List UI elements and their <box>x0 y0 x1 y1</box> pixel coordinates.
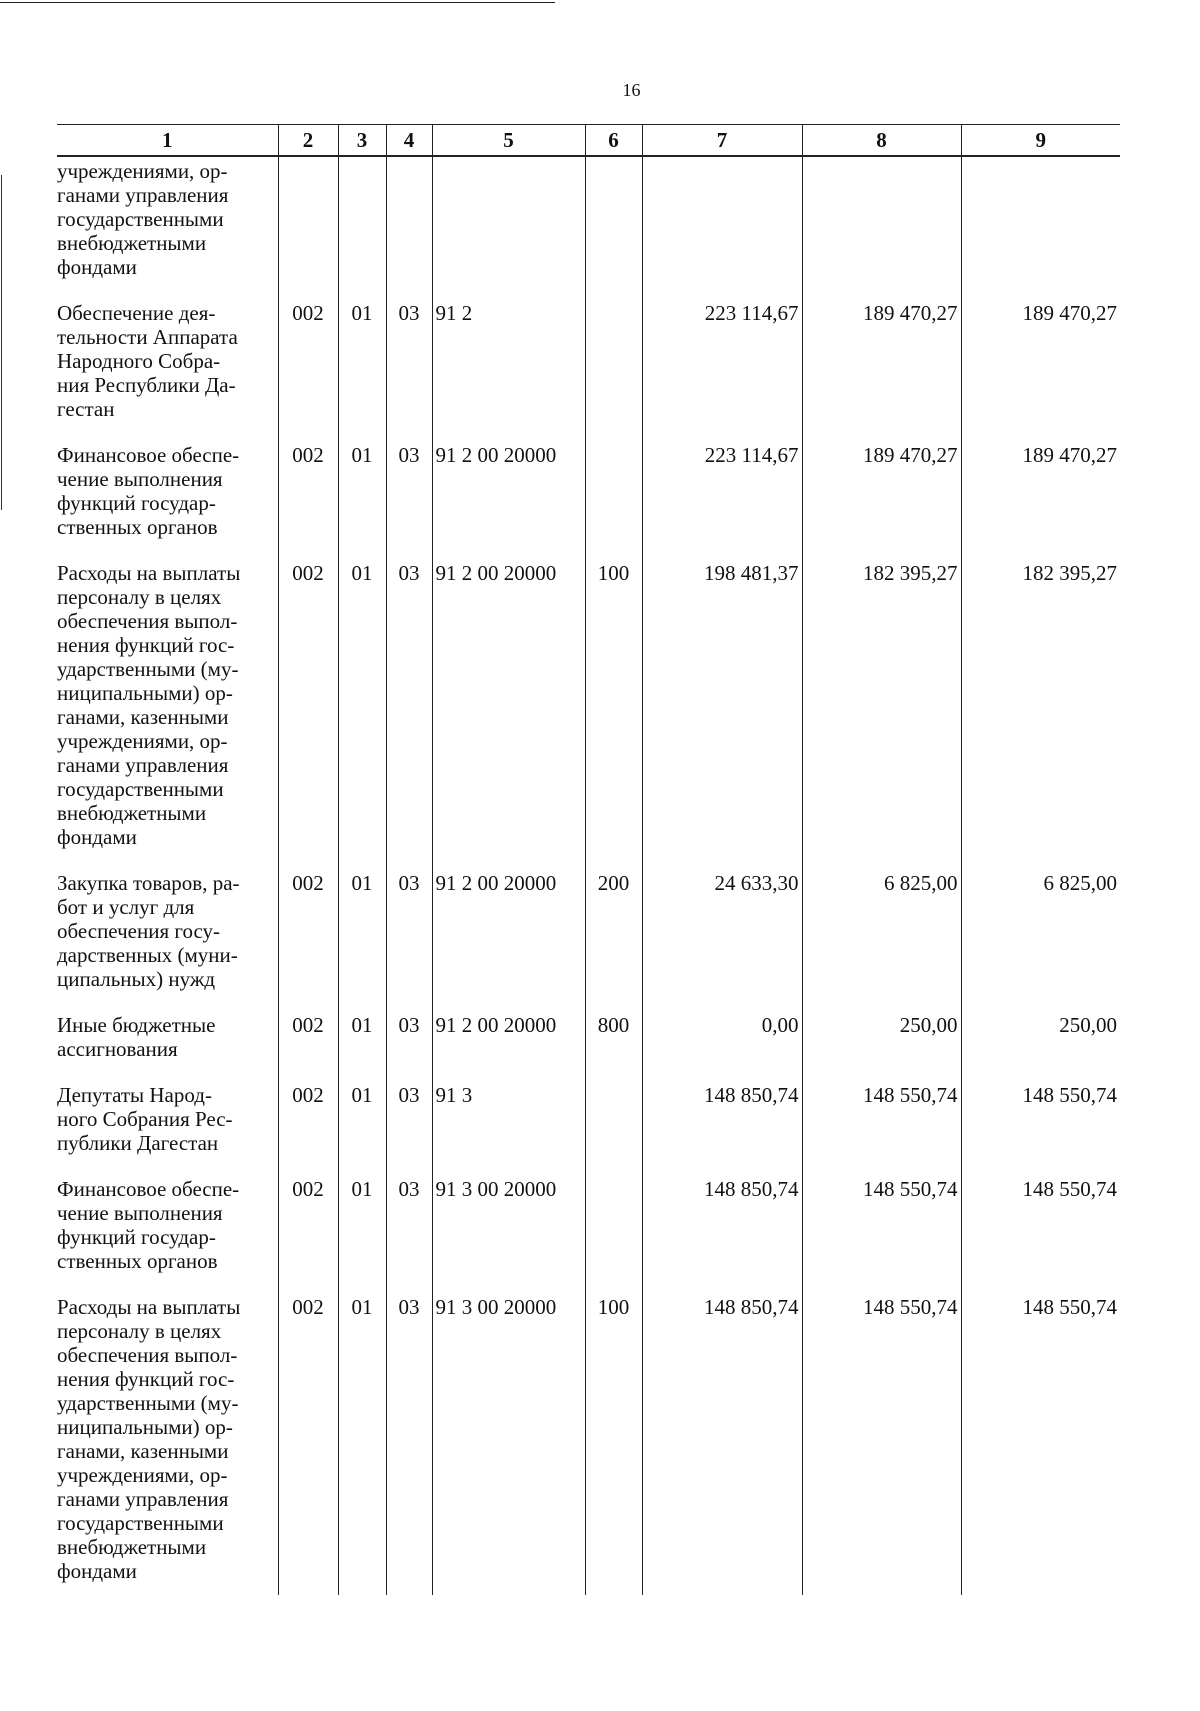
subsection-code-cell: 03 <box>386 561 432 871</box>
expense-type-cell: 100 <box>585 1295 642 1595</box>
amount-col7-cell: 148 850,74 <box>642 1177 802 1295</box>
expense-type-cell: 100 <box>585 561 642 871</box>
admin-code-cell: 002 <box>278 1013 338 1083</box>
expense-type-cell <box>585 443 642 561</box>
row-name-cell: Финансовое обеспе- чение выполнения функций государ- ственных органов <box>57 443 240 539</box>
expense-type-cell <box>585 1177 642 1295</box>
table-row <box>57 871 1120 1013</box>
amount-col8-cell: 148 550,74 <box>802 1083 961 1177</box>
expense-type-cell <box>585 1083 642 1177</box>
expense-type-cell: 200 <box>585 871 642 1013</box>
section-code-cell: 01 <box>338 1177 386 1295</box>
table-row <box>57 156 1120 301</box>
amount-col7-cell: 223 114,67 <box>642 301 802 443</box>
expense-type-cell: 800 <box>585 1013 642 1083</box>
subsection-code-cell: 03 <box>386 1013 432 1083</box>
amount-col8-cell: 250,00 <box>802 1013 961 1083</box>
table-row <box>57 1295 1120 1595</box>
target-article-cell: 91 3 00 20000 <box>432 1295 585 1595</box>
expense-type-cell <box>585 156 642 301</box>
column-header: 6 <box>585 125 642 157</box>
amount-col9-cell: 148 550,74 <box>961 1177 1120 1295</box>
amount-col8-cell: 189 470,27 <box>802 301 961 443</box>
scan-top-rule <box>0 2 555 3</box>
amount-col9-cell: 182 395,27 <box>961 561 1120 871</box>
budget-table <box>57 124 1120 1595</box>
subsection-code-cell: 03 <box>386 871 432 1013</box>
table-row <box>57 1083 1120 1177</box>
amount-col7-cell <box>642 156 802 301</box>
admin-code-cell: 002 <box>278 561 338 871</box>
column-header: 2 <box>278 125 338 157</box>
row-name-cell: Финансовое обеспе- чение выполнения функций государ- ственных органов <box>57 1177 240 1273</box>
target-article-cell: 91 2 00 20000 <box>432 1013 585 1083</box>
target-article-cell: 91 2 00 20000 <box>432 561 585 871</box>
amount-col9-cell: 6 825,00 <box>961 871 1120 1013</box>
amount-col7-cell: 24 633,30 <box>642 871 802 1013</box>
amount-col8-cell: 182 395,27 <box>802 561 961 871</box>
admin-code-cell: 002 <box>278 871 338 1013</box>
subsection-code-cell <box>386 156 432 301</box>
section-code-cell: 01 <box>338 871 386 1013</box>
section-code-cell: 01 <box>338 443 386 561</box>
row-name-cell: Расходы на выплаты персоналу в целях обеспечения выпол- нения функций гос- ударственными (му- ниципальными) ор- ганами, казенными учреждениями, ор- ганами управления государственными внебюджетными фондами <box>57 1295 241 1583</box>
page-number: 16 <box>622 80 641 100</box>
section-code-cell <box>338 156 386 301</box>
amount-col8-cell: 6 825,00 <box>802 871 961 1013</box>
section-code-cell: 01 <box>338 1013 386 1083</box>
row-name-cell: Депутаты Народ- ного Собрания Рес- публики Дагестан <box>57 1083 233 1155</box>
section-code-cell: 01 <box>338 561 386 871</box>
row-name-cell: Расходы на выплаты персоналу в целях обеспечения выпол- нения функций гос- ударственными (му- ниципальными) ор- ганами, казенными учреждениями, ор- ганами управления государственными внебюджетными фондами <box>57 561 241 849</box>
table-header <box>57 125 1120 157</box>
table-row <box>57 1177 1120 1295</box>
header-row <box>57 125 1120 157</box>
column-header: 1 <box>57 125 278 157</box>
amount-col8-cell <box>802 156 961 301</box>
amount-col7-cell: 223 114,67 <box>642 443 802 561</box>
table-row <box>57 443 1120 561</box>
row-name-cell: Обеспечение дея- тельности Аппарата Народного Собра- ния Республики Да- гестан <box>57 301 238 421</box>
subsection-code-cell: 03 <box>386 301 432 443</box>
row-name-cell: Иные бюджетные ассигнования <box>57 1013 216 1061</box>
column-header: 8 <box>802 125 961 157</box>
amount-col7-cell: 148 850,74 <box>642 1295 802 1595</box>
subsection-code-cell: 03 <box>386 1083 432 1177</box>
target-article-cell: 91 3 00 20000 <box>432 1177 585 1295</box>
target-article-cell: 91 2 00 20000 <box>432 871 585 1013</box>
row-name-cell: Закупка товаров, ра- бот и услуг для обеспечения госу- дарственных (муни- ципальных) нужд <box>57 871 240 991</box>
table-row <box>57 301 1120 443</box>
column-header: 4 <box>386 125 432 157</box>
column-header: 7 <box>642 125 802 157</box>
row-name-cell: учреждениями, ор- ганами управления государственными внебюджетными фондами <box>57 159 229 279</box>
target-article-cell: 91 2 <box>432 301 585 443</box>
subsection-code-cell: 03 <box>386 443 432 561</box>
amount-col9-cell: 189 470,27 <box>961 443 1120 561</box>
target-article-cell: 91 2 00 20000 <box>432 443 585 561</box>
subsection-code-cell: 03 <box>386 1295 432 1595</box>
target-article-cell <box>432 156 585 301</box>
amount-col9-cell: 250,00 <box>961 1013 1120 1083</box>
amount-col8-cell: 148 550,74 <box>802 1177 961 1295</box>
table-row <box>57 1013 1120 1083</box>
table-row <box>57 561 1120 871</box>
admin-code-cell: 002 <box>278 1083 338 1177</box>
subsection-code-cell: 03 <box>386 1177 432 1295</box>
amount-col9-cell: 148 550,74 <box>961 1083 1120 1177</box>
amount-col8-cell: 189 470,27 <box>802 443 961 561</box>
admin-code-cell: 002 <box>278 1295 338 1595</box>
expense-type-cell <box>585 301 642 443</box>
amount-col7-cell: 198 481,37 <box>642 561 802 871</box>
amount-col7-cell: 148 850,74 <box>642 1083 802 1177</box>
amount-col8-cell: 148 550,74 <box>802 1295 961 1595</box>
column-header: 3 <box>338 125 386 157</box>
table-body <box>57 156 1120 1595</box>
scan-left-margin-rule <box>1 175 2 510</box>
admin-code-cell: 002 <box>278 1177 338 1295</box>
section-code-cell: 01 <box>338 1083 386 1177</box>
amount-col9-cell <box>961 156 1120 301</box>
amount-col9-cell: 148 550,74 <box>961 1295 1120 1595</box>
column-header: 9 <box>961 125 1120 157</box>
admin-code-cell <box>278 156 338 301</box>
column-header: 5 <box>432 125 585 157</box>
section-code-cell: 01 <box>338 301 386 443</box>
admin-code-cell: 002 <box>278 301 338 443</box>
amount-col9-cell: 189 470,27 <box>961 301 1120 443</box>
target-article-cell: 91 3 <box>432 1083 585 1177</box>
admin-code-cell: 002 <box>278 443 338 561</box>
section-code-cell: 01 <box>338 1295 386 1595</box>
amount-col7-cell: 0,00 <box>642 1013 802 1083</box>
